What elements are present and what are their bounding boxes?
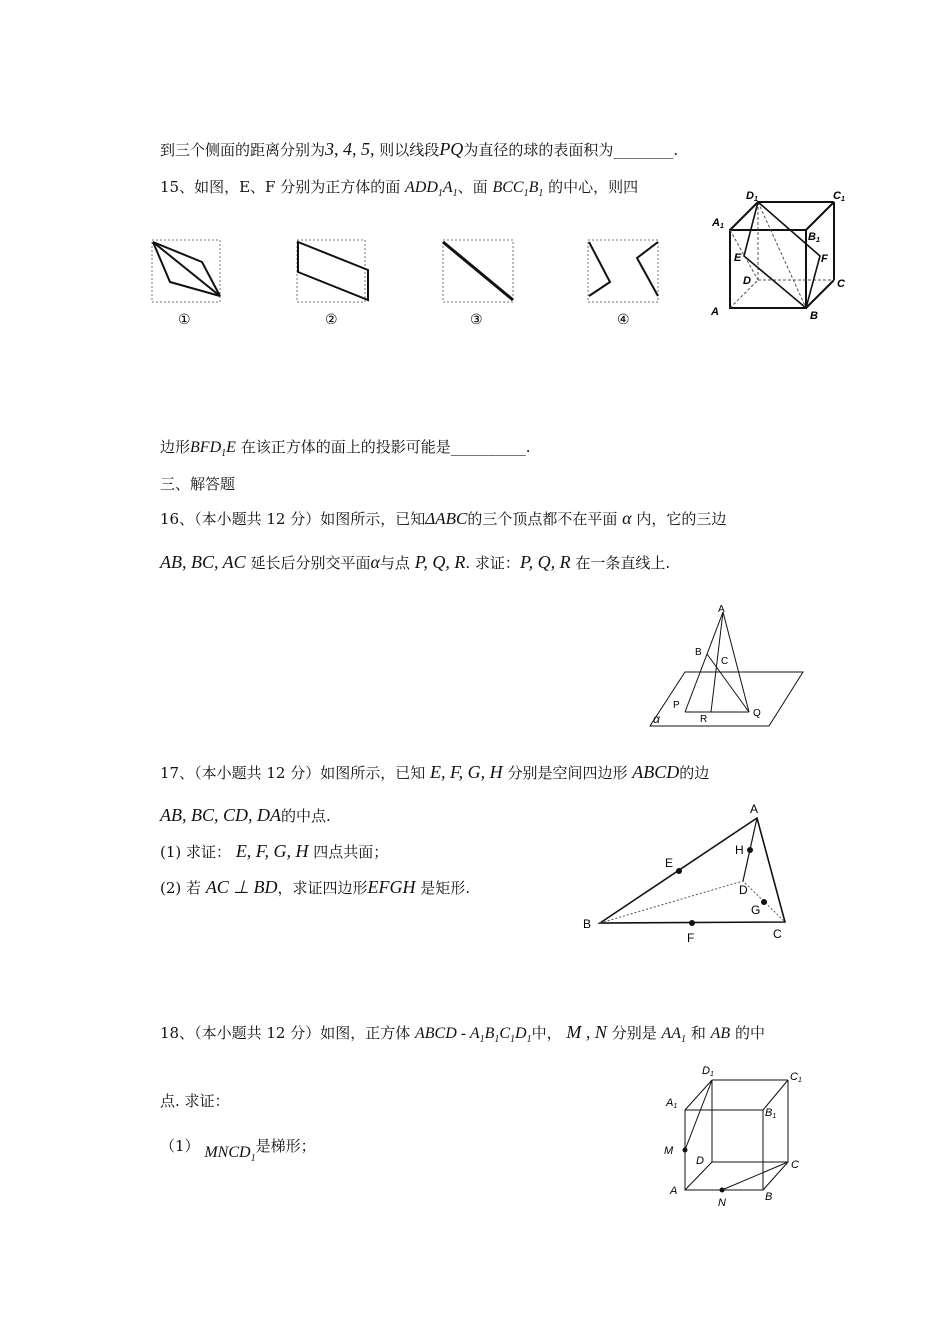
q18-aa: AA [661,1025,682,1042]
fig17-label-h: H [735,843,744,857]
q16-text-d: 延长后分别交平面 [250,554,371,572]
q14-text-pre: 到三个侧面的距离分别为 [160,141,326,159]
fig17-label-g: G [751,903,761,917]
fig17-label-e: E [665,856,674,870]
fig18-label-b: B [765,1191,773,1203]
label-c1: C1 [833,190,845,203]
fig18-label-b1: B1 [765,1107,777,1120]
segment-md1 [685,1080,712,1150]
q18-part1: （1） $MNCD_1$是梯形； [160,1137,316,1165]
q15-text-pre: 15、如图，E、F 分别为正方体的面 [160,178,401,196]
point-m [683,1148,688,1153]
q16-points: P, Q, R [414,552,466,572]
q18-text-d: 和 [690,1024,706,1042]
fig17-label-c: C [773,927,782,941]
q15-line2: 边形$BFD_1E$ 在该正方体的面上的投影可能是__________. [160,438,531,460]
q17-text-b: 分别是空间四边形 [507,764,628,782]
q18-text-a: 18、（本小题共 12 分）如图，正方体 [160,1024,411,1042]
q16-line2 [160,552,670,573]
q17-part2-condition: AC ⊥ BD [205,877,278,897]
segment-nc [722,1162,788,1190]
label-b: B [810,310,818,322]
label-a: A [711,306,719,318]
q17-part2-tail: 是矩形. [420,879,471,897]
fig18-label-d: D [696,1155,704,1167]
q18-part1-tail: 是梯形； [255,1137,316,1155]
q18-mn: M , N [566,1022,607,1042]
q15-quad: BFD [190,439,222,456]
fig16-label-p: P [673,700,680,711]
q14-text-mid: 则以线段 [379,141,440,159]
label-d: D [743,275,751,287]
q18-text-c: 分别是 [611,1024,657,1042]
point-f [689,920,695,926]
q17-points: E, F, G, H [430,762,503,782]
q16-text-b: 的三个顶点都不在平面 [467,510,618,528]
fig17-label-b: B [583,917,592,931]
q18-cube-b: B [484,1025,495,1042]
fig18-label-c1: C1 [790,1071,802,1084]
q15-face1b: A [442,179,453,196]
q16-points-2: P, Q, R [519,552,571,572]
label-a1: A1 [712,217,724,230]
fig16-label-b: B [695,647,702,658]
option-4-figure [588,240,658,302]
q17-part1 [160,841,388,862]
q15-text-post: 的中心，则四 [548,178,639,196]
q17-part1-tail: 四点共面； [313,843,389,861]
point-e [676,868,682,874]
q17-text-c: 的边 [679,764,710,782]
q18-ab: AB [710,1025,731,1042]
q14-tail-line [160,139,678,160]
option-3-label: ③ [470,311,483,327]
q17-part2-quad: EFGH [367,877,416,897]
fig16-label-c: C [721,656,729,667]
fig16-label-alpha: α [653,712,660,726]
fig17-label-a: A [750,802,759,816]
q17-quad: ABCD [632,762,680,782]
q16-triangle: ΔABC [425,509,468,528]
q18-line2: 点. 求证： [160,1092,230,1110]
q18-text-b: 中， [531,1024,562,1042]
option-3-figure [443,240,513,302]
q17-part2-mid: ，求证四边形 [277,879,368,897]
fig18-label-c: C [791,1159,799,1171]
point-h [747,847,753,853]
option-4-label: ④ [617,311,630,327]
q16-plane-figure [645,600,815,735]
q16-line1 [160,508,726,529]
q16-alpha: α [622,508,632,528]
q17-edges: AB, BC, CD, DA [160,805,281,825]
option-1-label: ① [178,311,191,327]
q18-text-e: 的中 [734,1024,765,1042]
q18-line1: 18、（本小题共 12 分）如图，正方体 ABCD - $A_1B_1C_1D_1$中， M , N 分别是 $AA_1$ 和 AB 的中 [160,1022,765,1046]
fig18-label-a1: A1 [666,1097,678,1110]
q16-alpha-2: α [370,552,380,572]
label-f: F [821,253,828,265]
fig16-label-r: R [700,714,708,725]
q16-text-f: . 求证： [465,554,520,572]
label-d1: D1 [746,190,758,203]
q17-part2-label: (2) 若 [160,879,202,897]
q16-text-g: 在一条直线上. [575,554,671,572]
fig18-label-n: N [718,1197,726,1209]
q17-spatial-quad-figure [575,796,805,946]
q15-face1: ADD [405,179,438,196]
q15-face2: BCC [492,179,524,196]
q15-line2-post: 在该正方体的面上的投影可能是__________. [240,438,531,456]
quad-bfd1e [744,202,820,308]
fig16-label-q: Q [753,708,761,719]
section-3-heading: 三、解答题 [160,475,236,493]
q17-line1 [160,762,709,783]
point-n [720,1188,725,1193]
q14-distances: 3, 4, 5, [325,139,375,159]
q17-part1-label: (1) 求证： [160,843,232,861]
option-2-label: ② [325,311,338,327]
q18-cube-d: D [515,1025,527,1042]
q18-cube-c: C [499,1025,511,1042]
option-2-figure [297,240,368,302]
q15-projection-options [140,232,680,332]
fig16-label-a: A [718,604,725,615]
q14-segment: PQ [439,139,464,159]
point-g [761,899,767,905]
q14-text-post: 为直径的球的表面积为________. [463,141,679,159]
option-1-figure [152,240,220,302]
fig18-label-m: M [664,1145,674,1157]
q18-cube-figure [660,1060,820,1210]
label-c: C [837,278,845,290]
q17-text-a: 17、（本小题共 12 分）如图所示，已知 [160,764,426,782]
fig18-label-d1: D1 [702,1065,714,1078]
q15-cube-figure [706,186,856,326]
label-b1: B1 [808,231,820,244]
q15-quadb: E [226,439,236,456]
q15-line2-pre: 边形 [160,438,191,456]
q16-text-a: 16、（本小题共 12 分）如图所示，已知 [160,510,426,528]
q15-sep: 、面 [457,178,488,196]
q16-text-e: 与点 [379,554,410,572]
q16-edges: AB, BC, AC [160,552,246,572]
fig17-label-f: F [687,931,695,945]
q18-cube-name: ABCD - A [415,1025,480,1042]
q15-face2b: B [528,179,539,196]
q17-part2 [160,877,470,898]
q18-part1-label: （1） [160,1137,200,1155]
q17-part1-points: E, F, G, H [235,841,309,861]
fig17-label-d: D [739,883,748,897]
fig18-label-a: A [670,1185,678,1197]
q17-line2 [160,805,331,826]
q17-text-d: 的中点. [281,807,331,825]
q15-line1: 15、如图，E、F 分别为正方体的面 $ADD_1A_1$、面 $BCC_1B_1$ 的中心，则四 [160,178,639,200]
label-e: E [734,252,742,264]
q16-text-c: 内，它的三边 [636,510,727,528]
q18-part1-quad: MNCD [204,1144,251,1161]
